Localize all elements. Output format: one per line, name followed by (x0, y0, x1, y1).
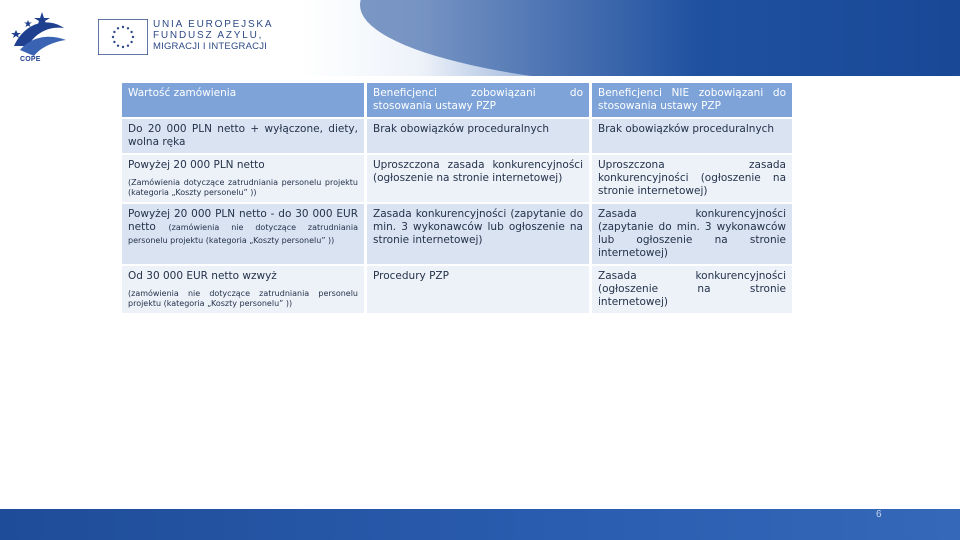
table-header-row (122, 83, 795, 119)
not-obliged-cell: Zasada konkurencyjności (zapytanie do min. 3 wykonawców lub ogłoszenie na stronie internetowej) (592, 204, 795, 266)
page-number: 6 (876, 509, 882, 520)
value-main: Do 20 000 PLN netto + wyłączone, diety, wolna ręka (128, 123, 358, 148)
not-obliged-cell: Brak obowiązków proceduralnych (592, 119, 795, 155)
table-row (122, 266, 795, 315)
header-value: Wartość zamówienia (122, 83, 367, 119)
value-main: Od 30 000 EUR netto wzwyż (128, 270, 277, 282)
table-row (122, 204, 795, 266)
value-cell (122, 155, 367, 204)
not-obliged-cell: Uproszczona zasada konkurencyjności (ogłoszenie na stronie internetowej) (592, 155, 795, 204)
table-row (122, 155, 795, 204)
not-obliged-cell: Zasada konkurencyjności (ogłoszenie na stronie internetowej) (592, 266, 795, 315)
table-row (122, 119, 795, 155)
value-note: (zamówienia nie dotyczące zatrudniania personelu projektu (kategoria „Koszty personelu” )) (128, 223, 358, 245)
header-obliged: Beneficjenci zobowiązani do stosowania ustawy PZP (367, 83, 592, 119)
obliged-cell: Uproszczona zasada konkurencyjności (ogłoszenie na stronie internetowej) (367, 155, 592, 204)
value-cell (122, 119, 367, 155)
value-main: Powyżej 20 000 PLN netto - do 30 000 EUR netto (128, 208, 358, 233)
eu-line-1: UNIA EUROPEJSKA (153, 19, 274, 30)
eu-flag-icon (98, 19, 148, 55)
header-swoosh (360, 0, 960, 76)
value-cell (122, 204, 367, 266)
eu-fund-label (153, 19, 273, 52)
value-cell (122, 266, 367, 315)
procurement-table (122, 83, 795, 315)
value-main: Powyżej 20 000 PLN netto (128, 159, 265, 171)
value-note: (zamówienia nie dotyczące zatrudniania personelu projektu (kategoria „Koszty personelu” )) (128, 289, 358, 308)
header-not-obliged: Beneficjenci NIE zobowiązani do stosowania ustawy PZP (592, 83, 795, 119)
value-note: (Zamówienia dotyczące zatrudniania personelu projektu (kategoria „Koszty personelu” )) (128, 178, 358, 197)
eu-line-3: MIGRACJI I INTEGRACJI (153, 41, 267, 52)
footer-band (0, 509, 960, 540)
eu-line-2: FUNDUSZ AZYLU, (153, 30, 264, 41)
obliged-cell: Brak obowiązków proceduralnych (367, 119, 592, 155)
cope-logo-text: COPE (20, 56, 41, 63)
obliged-cell: Zasada konkurencyjności (zapytanie do min. 3 wykonawców lub ogłoszenie na stronie internetowej) (367, 204, 592, 266)
obliged-cell: Procedury PZP (367, 266, 592, 315)
